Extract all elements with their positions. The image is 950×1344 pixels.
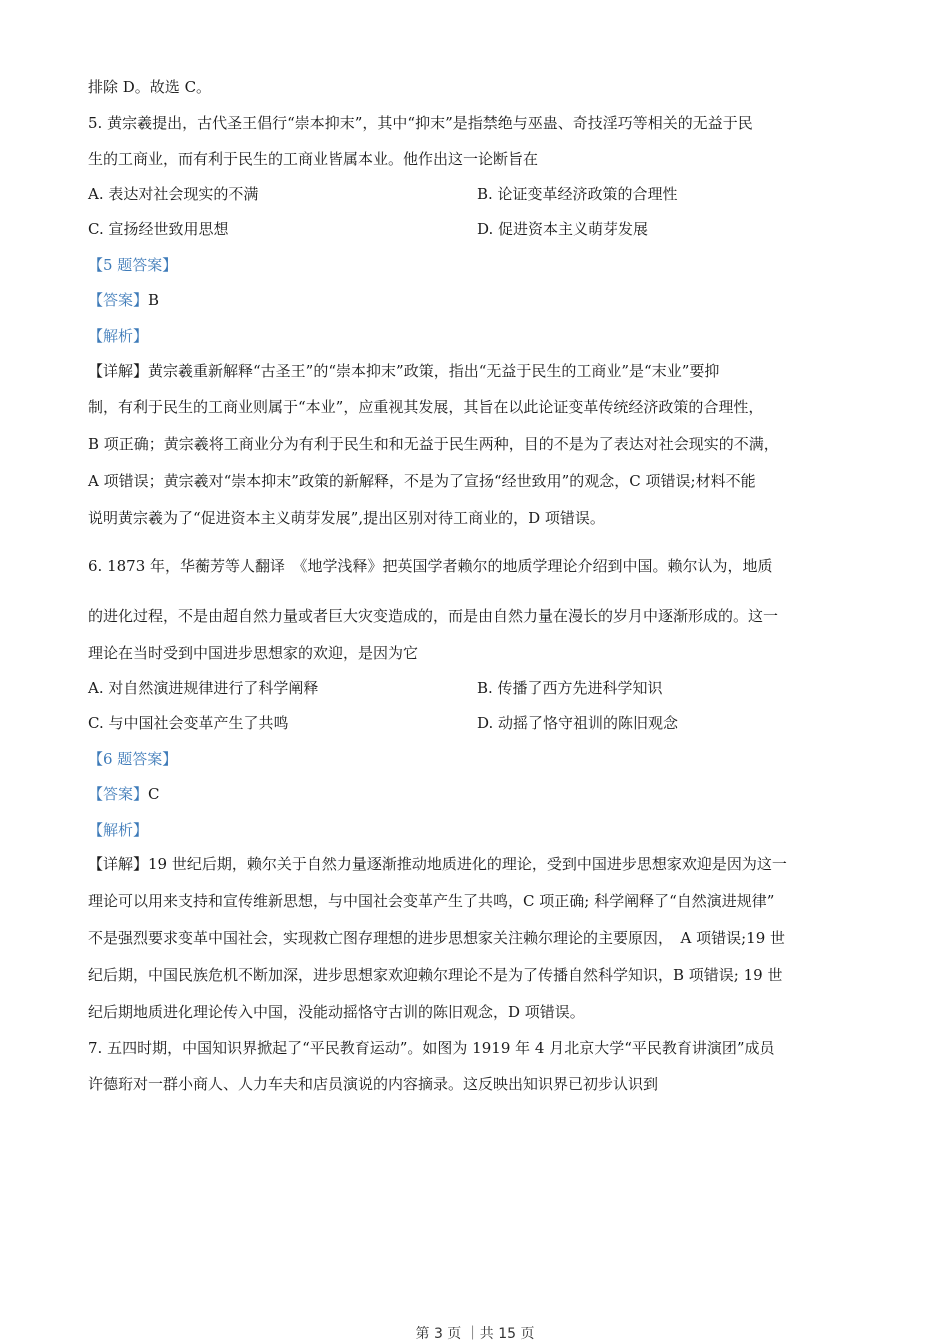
q5-detail-line: 制，有利于民生的工商业则属于“本业”，应重视其发展，其旨在以此论证变革传统经济政策的合理性， — [88, 398, 764, 416]
q5-detail-line: A 项错误；黄宗羲对“崇本抑末”政策的新解释，不是为了宣扬“经世致用”的观念，C 项错误;材料不能 — [88, 472, 756, 490]
q5-option-b: B. 论证变革经济政策的合理性 — [477, 185, 678, 203]
detail-label: 【详解】 — [88, 855, 149, 873]
answer-label: 【答案】 — [88, 785, 149, 803]
q5-answer — [88, 290, 159, 310]
q6-detail-line: 纪后期，中国民族危机不断加深，进步思想家欢迎赖尔理论不是为了传播自然科学知识，B 项错误; 19 世 — [88, 966, 783, 984]
q6-analysis-heading: 【解析】 — [88, 821, 149, 839]
question-6-stem-cont: 的进化过程，不是由超自然力量或者巨大灾变造成的，而是由自然力量在漫长的岁月中逐渐形成的。这一 — [88, 607, 779, 625]
question-6-stem: 6. 1873 年，华蘅芳等人翻译 《地学浅释》把英国学者赖尔的地质学理论介绍到中国。赖尔认为，地质 — [88, 557, 773, 575]
text-line: 排除 D。故选 C。 — [88, 78, 212, 96]
q6-option-a: A. 对自然演进规律进行了科学阐释 — [88, 679, 319, 697]
q6-detail-line: 纪后期地质进化理论传入中国，没能动摇恪守古训的陈旧观念，D 项错误。 — [88, 1003, 585, 1021]
q6-option-c: C. 与中国社会变革产生了共鸣 — [88, 714, 289, 732]
q6-detail-line: 不是强烈要求变革中国社会，实现救亡图存理想的进步思想家关注赖尔理论的主要原因， A 项错误;19 世 — [88, 929, 786, 947]
detail-label: 【详解】 — [88, 362, 149, 380]
q5-detail-line: 【详解】黄宗羲重新解释“古圣王”的“崇本抑末”政策，指出“无益于民生的工商业”是“末业”要抑 — [88, 362, 720, 380]
question-6-stem-cont: 理论在当时受到中国进步思想家的欢迎，是因为它 — [88, 644, 419, 662]
answer-value: C — [148, 785, 160, 803]
page-footer: 第 3 页 ｜共 15 页 — [415, 1326, 535, 1342]
question-5-stem: 5. 黄宗羲提出，古代圣王倡行“崇本抑末”，其中“抑末”是指禁绝与巫蛊、奇技淫巧等相关的无益于民 — [88, 114, 753, 132]
q6-detail-line: 【详解】19 世纪后期，赖尔关于自然力量逐渐推动地质进化的理论，受到中国进步思想家欢迎是因为这一 — [88, 855, 787, 873]
question-7-stem: 7. 五四时期，中国知识界掀起了“平民教育运动”。如图为 1919 年 4 月北京大学“平民教育讲演团”成员 — [88, 1039, 775, 1057]
q6-option-d: D. 动摇了恪守祖训的陈旧观念 — [477, 714, 679, 732]
q6-option-b: B. 传播了西方先进科学知识 — [477, 679, 663, 697]
q6-answer-heading: 【6 题答案】 — [88, 750, 178, 768]
q5-detail-line: 说明黄宗羲为了“促进资本主义萌芽发展”,提出区别对待工商业的，D 项错误。 — [88, 509, 605, 527]
question-5-stem-cont: 生的工商业，而有利于民生的工商业皆属本业。他作出这一论断旨在 — [88, 150, 539, 168]
answer-value: B — [148, 291, 160, 309]
q5-option-d: D. 促进资本主义萌芽发展 — [477, 220, 649, 238]
q5-option-c: C. 宣扬经世致用思想 — [88, 220, 229, 238]
q6-detail-line: 理论可以用来支持和宣传维新思想，与中国社会变革产生了共鸣，C 项正确; 科学阐释了“自然演进规律” — [88, 892, 775, 910]
q5-analysis-heading: 【解析】 — [88, 327, 149, 345]
question-7-stem-cont: 许德珩对一群小商人、人力车夫和店员演说的内容摘录。这反映出知识界已初步认识到 — [88, 1075, 659, 1093]
q5-detail-line: B 项正确；黄宗羲将工商业分为有利于民生和和无益于民生两种，目的不是为了表达对社会现实的不满， — [88, 435, 779, 453]
answer-label: 【答案】 — [88, 291, 149, 309]
q6-answer — [88, 784, 160, 804]
q5-answer-heading: 【5 题答案】 — [88, 256, 178, 274]
q5-option-a: A. 表达对社会现实的不满 — [88, 185, 259, 203]
